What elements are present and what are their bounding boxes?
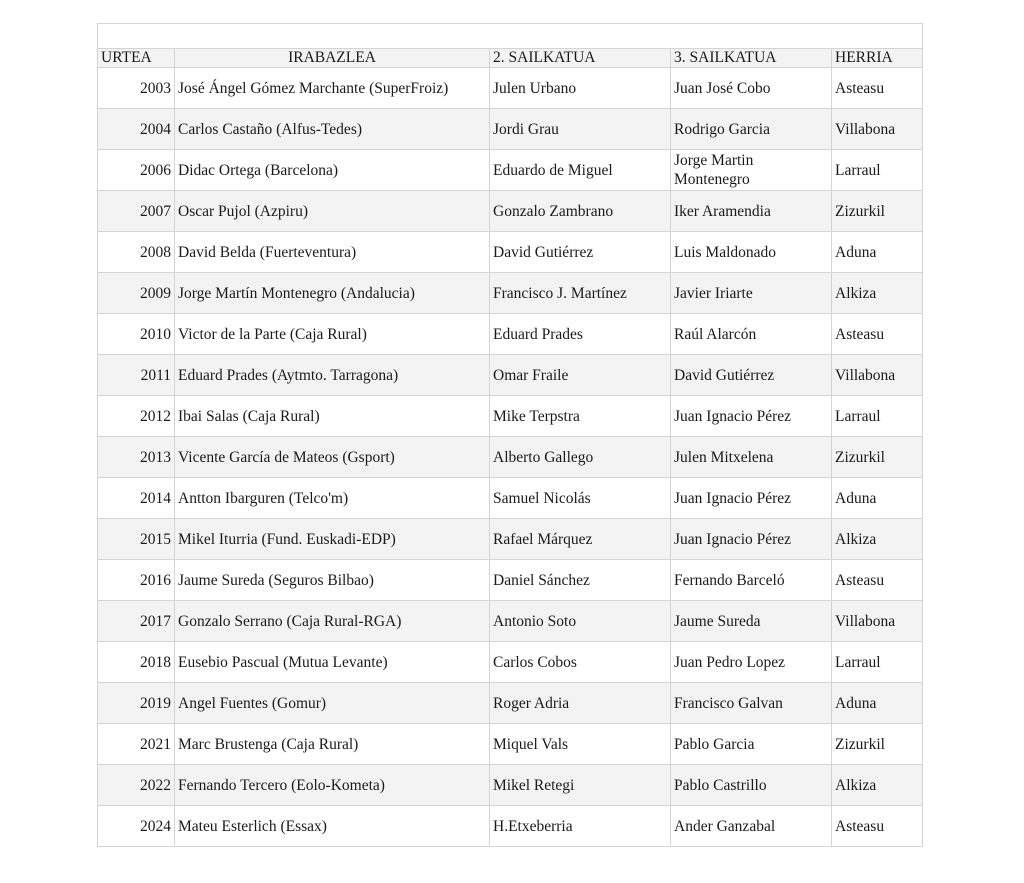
cell-year: 2006 [98, 150, 175, 191]
cell-town: Alkiza [832, 765, 923, 806]
cell-winner: Vicente García de Mateos (Gsport) [175, 437, 490, 478]
table-row [98, 109, 923, 150]
cell-third: Iker Aramendia [671, 191, 832, 232]
header-second: 2. SAILKATUA [490, 49, 671, 68]
cell-third: Juan Ignacio Pérez [671, 396, 832, 437]
cell-second: Gonzalo Zambrano [490, 191, 671, 232]
cell-year: 2019 [98, 683, 175, 724]
cell-year: 2015 [98, 519, 175, 560]
cell-winner: Victor de la Parte (Caja Rural) [175, 314, 490, 355]
cell-town: Larraul [832, 150, 923, 191]
table-row [98, 355, 923, 396]
cell-second: Francisco J. Martínez [490, 273, 671, 314]
cell-third: Julen Mitxelena [671, 437, 832, 478]
cell-town: Villabona [832, 601, 923, 642]
cell-town: Larraul [832, 642, 923, 683]
cell-town: Asteasu [832, 314, 923, 355]
cell-second: Daniel Sánchez [490, 560, 671, 601]
table-row [98, 273, 923, 314]
cell-second: Rafael Márquez [490, 519, 671, 560]
cell-year: 2012 [98, 396, 175, 437]
cell-town: Zizurkil [832, 191, 923, 232]
cell-winner: David Belda (Fuerteventura) [175, 232, 490, 273]
cell-town: Larraul [832, 396, 923, 437]
cell-second: Eduard Prades [490, 314, 671, 355]
cell-year: 2003 [98, 68, 175, 109]
table-row [98, 191, 923, 232]
cell-year: 2008 [98, 232, 175, 273]
cell-year: 2010 [98, 314, 175, 355]
cell-third: Juan Ignacio Pérez [671, 478, 832, 519]
title-row [98, 24, 923, 49]
cell-year: 2007 [98, 191, 175, 232]
cell-winner: Didac Ortega (Barcelona) [175, 150, 490, 191]
cell-second: Miquel Vals [490, 724, 671, 765]
cell-town: Aduna [832, 232, 923, 273]
cell-town: Villabona [832, 109, 923, 150]
cell-year: 2013 [98, 437, 175, 478]
header-row [98, 49, 923, 68]
cell-town: Asteasu [832, 68, 923, 109]
cell-winner: Antton Ibarguren (Telco'm) [175, 478, 490, 519]
cell-winner: Angel Fuentes (Gomur) [175, 683, 490, 724]
cell-third: David Gutiérrez [671, 355, 832, 396]
cell-third: Juan José Cobo [671, 68, 832, 109]
cell-winner: Fernando Tercero (Eolo-Kometa) [175, 765, 490, 806]
cell-second: Antonio Soto [490, 601, 671, 642]
cell-second: H.Etxeberria [490, 806, 671, 847]
cell-year: 2024 [98, 806, 175, 847]
cell-year: 2022 [98, 765, 175, 806]
table-row [98, 437, 923, 478]
table-title [98, 24, 923, 49]
results-sheet [97, 23, 923, 847]
cell-second: Roger Adria [490, 683, 671, 724]
cell-third: Juan Ignacio Pérez [671, 519, 832, 560]
table-row [98, 150, 923, 191]
header-winner: IRABAZLEA [175, 49, 490, 68]
cell-third: Raúl Alarcón [671, 314, 832, 355]
table-row [98, 724, 923, 765]
header-third: 3. SAILKATUA [671, 49, 832, 68]
cell-second: Julen Urbano [490, 68, 671, 109]
cell-town: Asteasu [832, 806, 923, 847]
cell-winner: Marc Brustenga (Caja Rural) [175, 724, 490, 765]
cell-third: Pablo Castrillo [671, 765, 832, 806]
cell-year: 2017 [98, 601, 175, 642]
cell-winner: Mateu Esterlich (Essax) [175, 806, 490, 847]
cell-winner: Ibai Salas (Caja Rural) [175, 396, 490, 437]
cell-town: Zizurkil [832, 724, 923, 765]
cell-second: Alberto Gallego [490, 437, 671, 478]
cell-winner: Eusebio Pascual (Mutua Levante) [175, 642, 490, 683]
cell-town: Villabona [832, 355, 923, 396]
cell-town: Alkiza [832, 273, 923, 314]
cell-town: Zizurkil [832, 437, 923, 478]
table-row [98, 314, 923, 355]
cell-year: 2016 [98, 560, 175, 601]
table-body [98, 68, 923, 847]
cell-third: Rodrigo Garcia [671, 109, 832, 150]
table-row [98, 806, 923, 847]
cell-second: Jordi Grau [490, 109, 671, 150]
cell-winner: Gonzalo Serrano (Caja Rural-RGA) [175, 601, 490, 642]
cell-winner: José Ángel Gómez Marchante (SuperFroiz) [175, 68, 490, 109]
table-row [98, 765, 923, 806]
header-year: URTEA [98, 49, 175, 68]
cell-winner: Mikel Iturria (Fund. Euskadi-EDP) [175, 519, 490, 560]
cell-year: 2018 [98, 642, 175, 683]
cell-year: 2011 [98, 355, 175, 396]
table-row [98, 396, 923, 437]
cell-winner: Jorge Martín Montenegro (Andalucia) [175, 273, 490, 314]
cell-winner: Carlos Castaño (Alfus-Tedes) [175, 109, 490, 150]
cell-year: 2014 [98, 478, 175, 519]
table-row [98, 642, 923, 683]
cell-second: Carlos Cobos [490, 642, 671, 683]
cell-year: 2004 [98, 109, 175, 150]
cell-year: 2009 [98, 273, 175, 314]
cell-town: Alkiza [832, 519, 923, 560]
cell-second: David Gutiérrez [490, 232, 671, 273]
table-row [98, 683, 923, 724]
cell-town: Aduna [832, 683, 923, 724]
table-row [98, 232, 923, 273]
cell-second: Samuel Nicolás [490, 478, 671, 519]
cell-year: 2021 [98, 724, 175, 765]
cell-third: Luis Maldonado [671, 232, 832, 273]
cell-third: Jaume Sureda [671, 601, 832, 642]
table-row [98, 560, 923, 601]
header-town: HERRIA [832, 49, 923, 68]
cell-town: Aduna [832, 478, 923, 519]
cell-third: Fernando Barceló [671, 560, 832, 601]
cell-third: Pablo Garcia [671, 724, 832, 765]
results-table [97, 23, 923, 847]
cell-third: Javier Iriarte [671, 273, 832, 314]
cell-winner: Jaume Sureda (Seguros Bilbao) [175, 560, 490, 601]
cell-second: Mikel Retegi [490, 765, 671, 806]
cell-second: Omar Fraile [490, 355, 671, 396]
cell-third: Jorge Martin Montenegro [671, 150, 832, 191]
cell-third: Juan Pedro Lopez [671, 642, 832, 683]
cell-second: Eduardo de Miguel [490, 150, 671, 191]
cell-third: Francisco Galvan [671, 683, 832, 724]
table-row [98, 68, 923, 109]
cell-second: Mike Terpstra [490, 396, 671, 437]
cell-winner: Eduard Prades (Aytmto. Tarragona) [175, 355, 490, 396]
cell-winner: Oscar Pujol (Azpiru) [175, 191, 490, 232]
cell-third: Ander Ganzabal [671, 806, 832, 847]
table-row [98, 478, 923, 519]
table-row [98, 601, 923, 642]
table-row [98, 519, 923, 560]
cell-town: Asteasu [832, 560, 923, 601]
